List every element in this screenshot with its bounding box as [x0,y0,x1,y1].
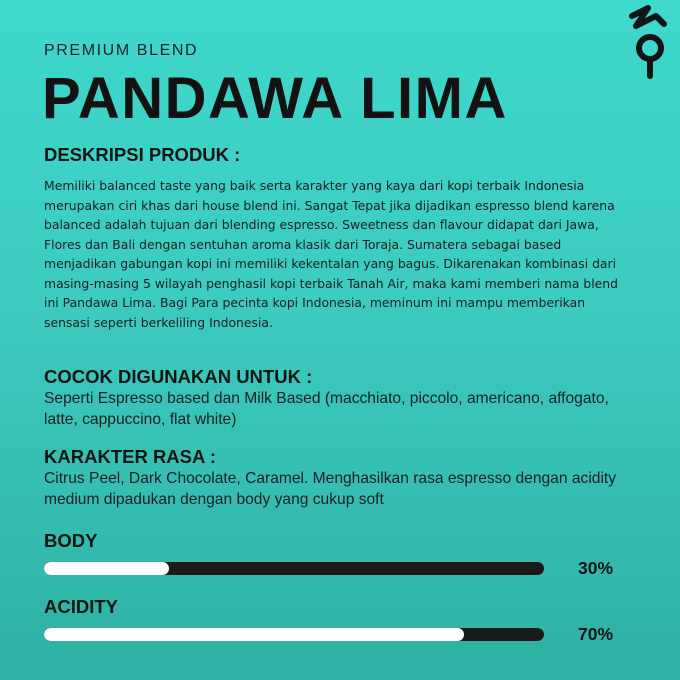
body-meter-track [44,562,544,575]
body-meter-fill [44,562,169,575]
usage-heading: COCOK DIGUNAKAN UNTUK : [44,366,313,387]
product-title: PANDAWA LIMA [42,66,508,131]
description-heading: DESKRIPSI PRODUK : [44,144,241,165]
body-meter-label: BODY [44,530,98,551]
taste-heading: KARAKTER RASA : [44,446,216,467]
description-text: Memiliki balanced taste yang baik serta karakter yang kaya dari kopi terbaik Indonesia merupakan ciri khas dari house blend ini. Sangat Tepat jika dijadikan espresso blend karena balanced adalah tujuan dari blending espresso. Sweetness dan flavour didapat dari Jawa, Flores dan Bali dengan sentuhan aroma klasik dari Toraja. Sumatera sebagai based menjadikan gabungan kopi ini memiliki kekentalan yang bagus. Dikarenakan kombinasi dari masing-masing 5 wilayah penghasil kopi terbaik Tanah Air, maka kami memberi nama blend ini Pandawa Lima. Bagi Para pecinta kopi Indonesia, meminum ini mampu memberikan sensasi seperti berkeliling Indonesia. [44,178,619,330]
body-meter-value: 30% [578,558,614,578]
acidity-meter-value: 70% [578,624,614,644]
om-monogram-icon [624,4,672,80]
usage-text: Seperti Espresso based dan Milk Based (macchiato, piccolo, americano, affogato, latte, cappuccino, flat white) [44,390,609,428]
acidity-meter-fill [44,628,464,641]
acidity-meter-label: ACIDITY [44,596,118,617]
acidity-meter-track [44,628,544,641]
product-line-label: PREMIUM BLEND [44,42,199,59]
taste-text: Citrus Peel, Dark Chocolate, Caramel. Menghasilkan rasa espresso dengan acidity medium dipadukan dengan body yang cukup soft [44,470,617,508]
